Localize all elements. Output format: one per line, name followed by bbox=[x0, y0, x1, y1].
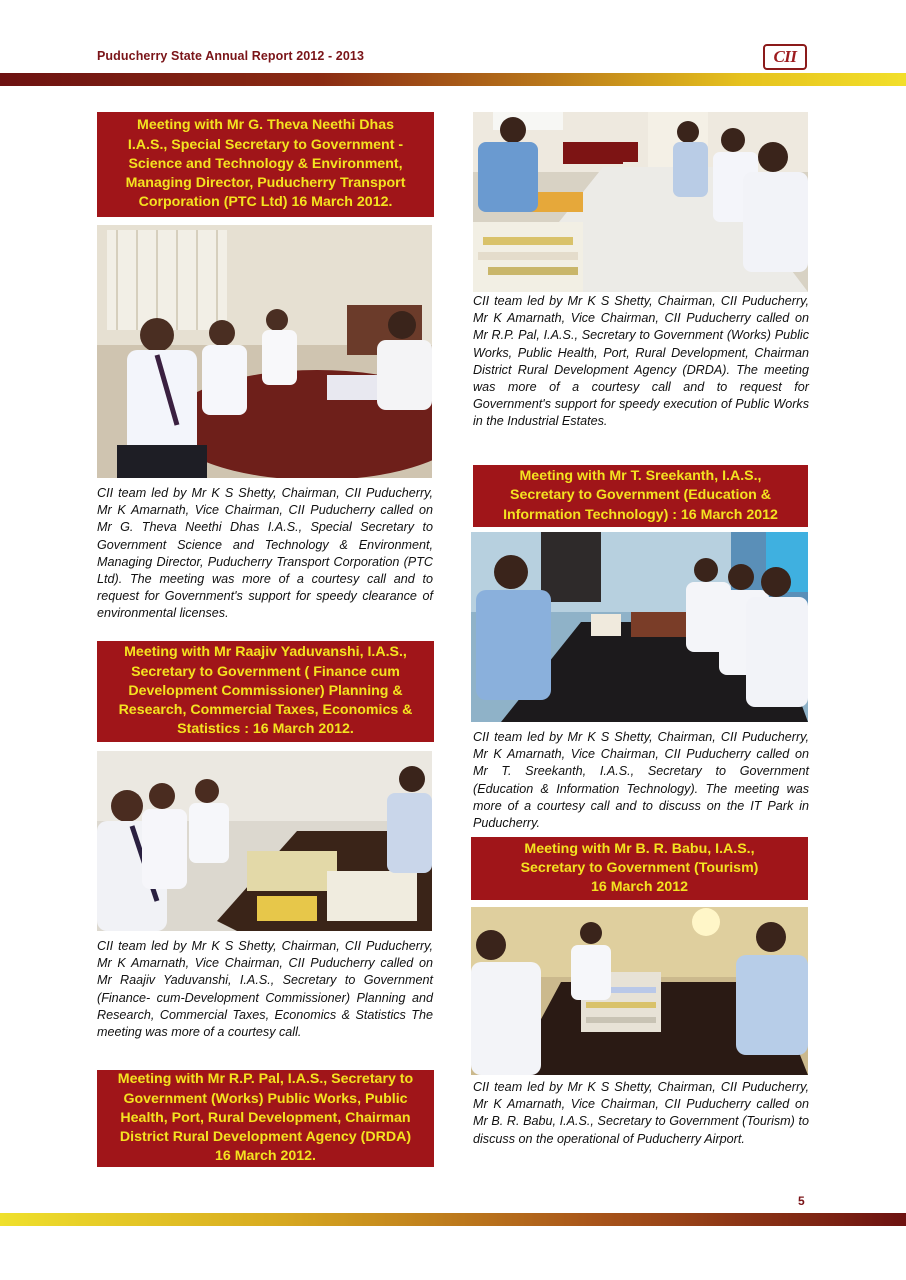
heading-raajiv-yaduvanshi: Meeting with Mr Raajiv Yaduvanshi, I.A.S., Secretary to Government ( Finance cum Development Commissioner) Planning & Research, Commercial Taxes, Economics & Statistics : 16 March 2012. bbox=[97, 641, 434, 742]
heading-theva-neethi-dhas: Meeting with Mr G. Theva Neethi Dhas I.A.S., Special Secretary to Government - Science and Technology & Environment, Managing Director, Puducherry Transport Corporation (PTC Ltd) 16 March 2012. bbox=[97, 112, 434, 217]
caption-rp-pal: CII team led by Mr K S Shetty, Chairman, CII Puducherry, Mr K Amarnath, Vice Chairman, CII Puducherry called on Mr R.P. Pal, I.A.S., Secretary to Government (Works) Public Works, Public Health, Port, Rural Development, Chairman District Rural Development Agency (DRDA). The meeting was more of a courtesy call and to request for Government's support for speedy execution of Public Works in the Industrial Estates. bbox=[473, 294, 809, 429]
heading-sreekanth: Meeting with Mr T. Sreekanth, I.A.S., Secretary to Government (Education & Information Technology) : 16 March 2012 bbox=[473, 465, 808, 527]
cii-logo bbox=[763, 44, 807, 70]
heading-rp-pal: Meeting with Mr R.P. Pal, I.A.S., Secretary to Government (Works) Public Works, Public Health, Port, Rural Development, Chairman District Rural Development Agency (DRDA) 16 March 2012. bbox=[97, 1070, 434, 1167]
heading-br-babu: Meeting with Mr B. R. Babu, I.A.S., Secretary to Government (Tourism) 16 March 2012 bbox=[471, 837, 808, 900]
caption-theva-neethi-dhas: CII team led by Mr K S Shetty, Chairman, CII Puducherry, Mr K Amarnath, Vice Chairman, CII Puducherry called on Mr G. Theva Neethi Dhas I.A.S., Special Secretary to Government Science and Technology & Environment, Managing Director, Puducherry Transport Corporation (PTC Ltd). The meeting was more of a courtesy call and to request for Government's support for speedy clearance of environmental licenses. bbox=[97, 486, 433, 621]
caption-br-babu: CII team led by Mr K S Shetty, Chairman, CII Puducherry, Mr K Amarnath, Vice Chairman, CII Puducherry called on Mr B. R. Babu, I.A.S., Secretary to Government (Tourism) to discuss on the operational of Puducherry Airport. bbox=[473, 1080, 809, 1146]
photo-meeting-rp-pal bbox=[473, 112, 808, 292]
report-title: Puducherry State Annual Report 2012 - 2013 bbox=[97, 49, 365, 63]
caption-raajiv-yaduvanshi: CII team led by Mr K S Shetty, Chairman, CII Puducherry, Mr K Amarnath, Vice Chairman, CII Puducherry called on Mr Raajiv Yaduvanshi, I.A.S., Secretary to Government (Finance- cum-Development Commissioner) Planning and Research, Commercial Taxes, Economics & Statistics The meeting was more of a courtesy call. bbox=[97, 939, 433, 1040]
logo-text: CII bbox=[773, 47, 797, 66]
header-band bbox=[0, 73, 906, 86]
photo-meeting-raajiv-yaduvanshi bbox=[97, 751, 432, 931]
photo-meeting-sreekanth bbox=[471, 532, 808, 722]
caption-sreekanth: CII team led by Mr K S Shetty, Chairman, CII Puducherry, Mr K Amarnath, Vice Chairman, CII Puducherry called on Mr T. Sreekanth, I.A.S., Secretary to Government (Education & Information Technology). The meeting was more of a courtesy call and to discuss on the IT Park in Puducherry. bbox=[473, 730, 809, 831]
photo-meeting-br-babu bbox=[471, 907, 808, 1075]
photo-meeting-theva-neethi-dhas bbox=[97, 225, 432, 478]
footer-band bbox=[0, 1213, 906, 1226]
page-number: 5 bbox=[798, 1194, 805, 1208]
